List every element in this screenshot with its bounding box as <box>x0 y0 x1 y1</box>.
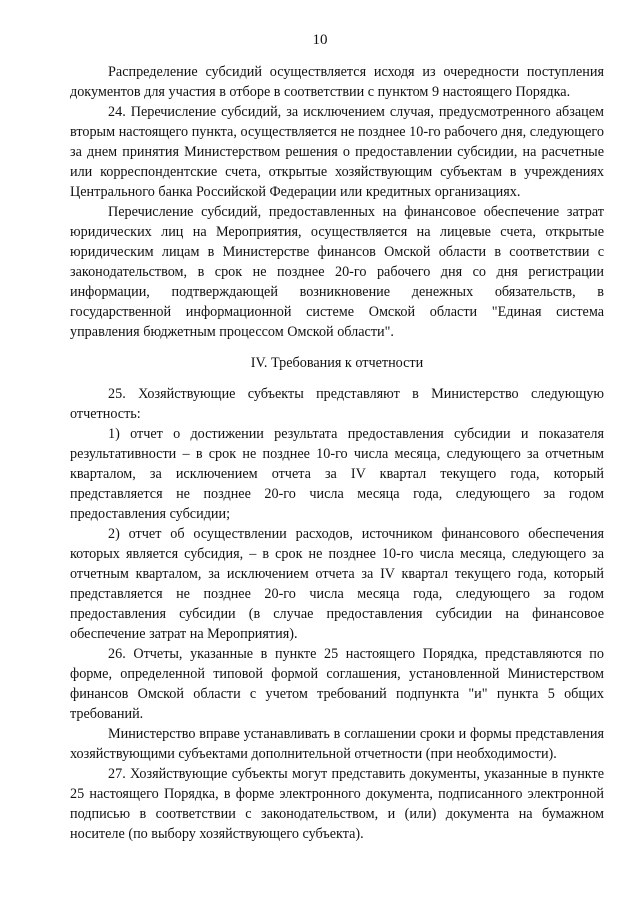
paragraph-item-26: 26. Отчеты, указанные в пункте 25 настоящего Порядка, представляются по форме, определенной типовой формой соглашения, установленной Министерством финансов Омской области с учетом требований подпункта "и" пункта 5 общих требований. <box>70 646 604 722</box>
paragraph-transfer-legal-entities: Перечисление субсидий, предоставленных на финансовое обеспечение затрат юридических лиц на Мероприятия, осуществляется на лицевые счета, открытые юридическим лицам в Министерстве финансов Омской области в соответствии с законодательством, в срок не позднее 20-го рабочего дня со дня регистрации информации, подтверждающей возникновение денежных обязательств, в государственной информационной системе Омской области "Единая система управления бюджетным процессом Омской области". <box>70 204 604 340</box>
paragraph-item-24: 24. Перечисление субсидий, за исключением случая, предусмотренного абзацем вторым настоящего пункта, осуществляется не позднее 10-го рабочего дня, следующего за днем принятия Министерством решения о предоставлении субсидии, на расчетные или корреспондентские счета, открытые хозяйствующим субъектам в учреждениях Центрального банка Российской Федерации или кредитных организациях. <box>70 104 604 200</box>
paragraph-subitem-2: 2) отчет об осуществлении расходов, источником финансового обеспечения которых является субсидия, – в срок не позднее 10-го числа месяца, следующего за отчетным кварталом, за исключением отчета за IV квартал текущего года, который представляется не позднее 20-го числа месяца года, следующего за годом предоставления субсидии (в случае предоставления субсидии на финансовое обеспечение затрат на Мероприятия). <box>70 526 604 642</box>
paragraph-item-27: 27. Хозяйствующие субъекты могут представить документы, указанные в пункте 25 настоящего Порядка, в форме электронного документа, подписанного электронной подписью в соответствии с законодательством, и (или) документа на бумажном носителе (по выбору хозяйствующего субъекта). <box>70 766 604 842</box>
document-body <box>70 62 604 844</box>
paragraph-ministry-right: Министерство вправе устанавливать в соглашении сроки и формы представления хозяйствующими субъектами дополнительной отчетности (при необходимости). <box>70 726 604 762</box>
paragraph-subitem-1: 1) отчет о достижении результата предоставления субсидии и показателя результативности – в срок не позднее 10-го числа месяца, следующего за отчетным кварталом, за исключением отчета за IV квартал текущего года, который представляется не позднее 20-го числа месяца года, следующего за годом предоставления субсидии; <box>70 426 604 522</box>
paragraph-distribution-order: Распределение субсидий осуществляется исходя из очередности поступления документов для участия в отборе в соответствии с пунктом 9 настоящего Порядка. <box>70 64 604 100</box>
paragraph-item-25: 25. Хозяйствующие субъекты представляют в Министерство следующую отчетность: <box>70 386 604 422</box>
section-heading: IV. Требования к отчетности <box>250 355 424 371</box>
page-number: 10 <box>312 32 328 48</box>
